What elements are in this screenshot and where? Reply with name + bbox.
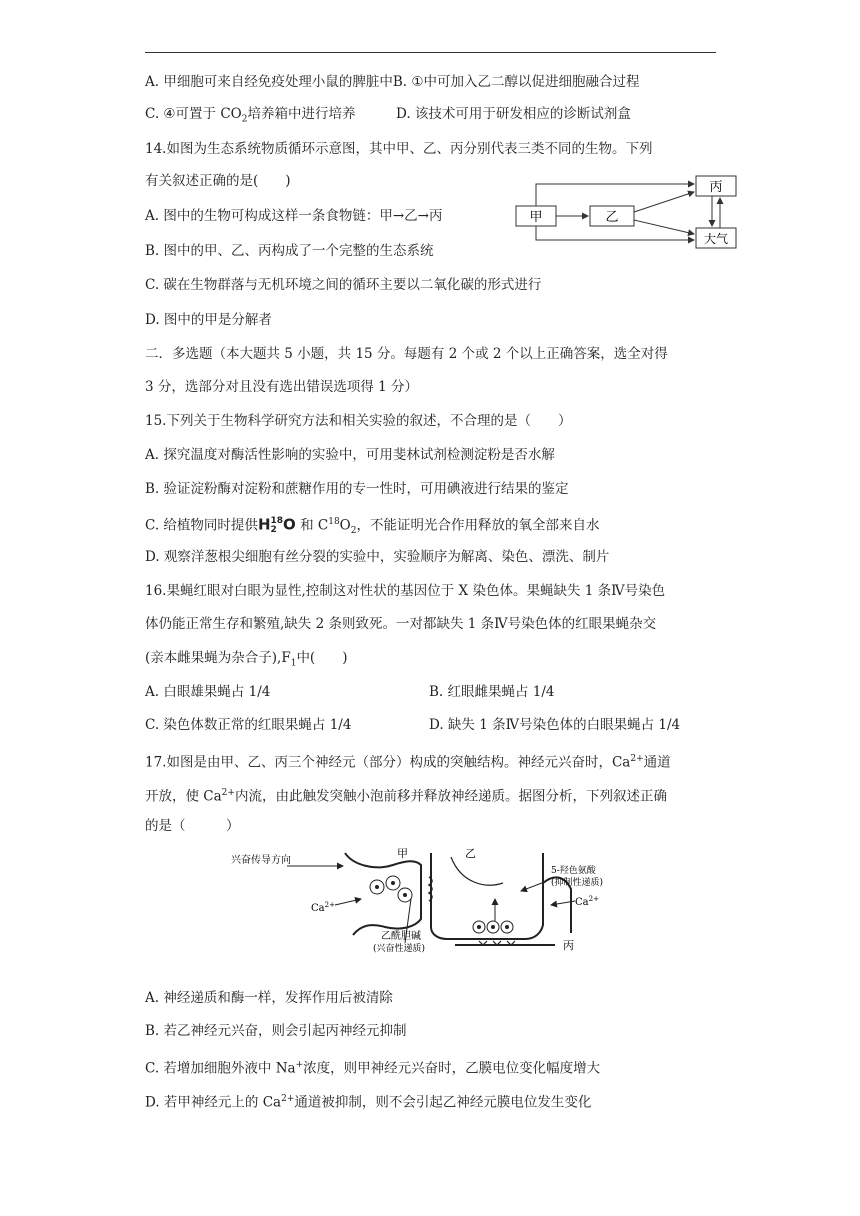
label-yi: 乙 (465, 847, 476, 860)
q15-option-d: D. 观察洋葱根尖细胞有丝分裂的实验中，实验顺序为解离、染色、漂洗、制片 (145, 549, 610, 565)
q15-option-b: B. 验证淀粉酶对淀粉和蔗糖作用的专一性时，可用碘液进行结果的鉴定 (145, 481, 569, 497)
q14-stem-line2: 有关叙述正确的是( ) (145, 173, 291, 189)
q17-stem-line2: 开放，使 $Ca^{2+}$内流，由此触发突触小泡前移并释放神经递质。据图分析，下列叙述正确 (145, 788, 667, 805)
q14-option-a: A. 图中的生物可构成这样一条食物链：甲→乙→丙 (145, 208, 443, 224)
q14-option-c: C. 碳在生物群落与无机环境之间的循环主要以二氧化碳的形式进行 (145, 277, 542, 293)
label-jia: 甲 (397, 847, 408, 860)
q13-option-a: A. 甲细胞可来自经免疫处理小鼠的脾脏中B. ①中可加入乙二醇以促进细胞融合过程 (145, 74, 640, 90)
q17-stem-line3: 的是（ ） (145, 818, 240, 834)
header-rule (145, 52, 716, 53)
q16-stem-line3: (亲本雌果蝇为杂合子)$,F_1$中( ) (145, 650, 348, 669)
q17-stem-line1: 17.如图是由甲、乙、丙三个神经元（部分）构成的突触结构。神经元兴奋时，$Ca^{2+}$通道 (145, 754, 671, 771)
carbon-cycle-diagram (510, 170, 742, 260)
ach-note: (兴奋性递质) (373, 944, 426, 954)
q16-option-b: B. 红眼雌果蝇占 1/4 (429, 684, 555, 700)
q14-option-d: D. 图中的甲是分解者 (145, 312, 272, 328)
q14-stem-line1: 14.如图为生态系统物质循环示意图，其中甲、乙、丙分别代表三类不同的生物。下列 (145, 141, 653, 157)
q17-option-c: C. 若增加细胞外液中 Na+浓度，则甲神经元兴奋时，乙膜电位变化幅度增大 (145, 1060, 601, 1077)
q15-option-a: A. 探究温度对酶活性影响的实验中，可用斐林试剂检测淀粉是否水解 (145, 447, 555, 463)
q16-option-a: A. 白眼雄果蝇占 1/4 (145, 684, 271, 700)
q16-option-c: C. 染色体数正常的红眼果蝇占 1/4 (145, 717, 352, 733)
label-bing: 丙 (709, 180, 723, 195)
label-jia: 甲 (529, 210, 543, 225)
ca-right-label: $Ca^{2+}$ (575, 895, 599, 908)
q16-stem-line2: 体仍能正常生存和繁殖,缺失 2 条则致死。一对都缺失 1 条Ⅳ号染色体的红眼果蝇杂交 (145, 616, 657, 632)
section2-heading-line1: 二．多选题（本大题共 5 小题，共 15 分。每题有 2 个或 2 个以上正确答案，选全对得 (145, 346, 668, 362)
q17-option-d: D. 若甲神经元上的 $Ca^{2+}$通道被抑制，则不会引起乙神经元膜电位发生变化 (145, 1094, 592, 1111)
ach-label: 乙酰胆碱 (381, 931, 421, 942)
q13-option-c: C. ④可置于 $CO_2$培养箱中进行培养 (145, 106, 356, 125)
label-yi: 乙 (605, 210, 619, 225)
q17-option-b: B. 若乙神经元兴奋，则会引起丙神经元抑制 (145, 1023, 407, 1039)
synapse-diagram (225, 843, 625, 955)
q16-stem-line1: 16.果蝇红眼对白眼为显性,控制这对性状的基因位于 X 染色体。果蝇缺失 1 条Ⅳ号染色 (145, 583, 666, 599)
serotonin-note: (抑制性递质) (551, 878, 604, 888)
q16-option-d: D. 缺失 1 条Ⅳ号染色体的白眼果蝇占 1/4 (429, 717, 681, 733)
ca-left-label: $Ca^{2+}$ (311, 901, 335, 914)
q13-option-d: D. 该技术可用于研发相应的诊断试剂盒 (396, 106, 631, 122)
label-daqi: 大气 (703, 232, 729, 246)
label-bing: 丙 (563, 939, 574, 952)
direction-label: 兴奋传导方向 (231, 855, 291, 866)
q17-option-a: A. 神经递质和酶一样，发挥作用后被清除 (145, 990, 393, 1006)
section2-heading-line2: 3 分，选部分对且没有选出错误选项得 1 分） (145, 379, 419, 395)
neuron-jia (345, 853, 421, 935)
q13-option-b: B. ①中可加入乙二醇以促进细胞融合过程 (392, 74, 640, 90)
q15-stem: 15.下列关于生物科学研究方法和相关实验的叙述，不合理的是（ ） (145, 413, 572, 429)
q14-option-b: B. 图中的甲、乙、丙构成了一个完整的生态系统 (145, 243, 434, 259)
q15-option-c: C. 给植物同时提供H18 2 O 和 $C^{18}O_2$，不能证明光合作用释放的氧全部来自水 (145, 515, 600, 537)
serotonin-label: 5-羟色氨酸 (551, 866, 596, 876)
